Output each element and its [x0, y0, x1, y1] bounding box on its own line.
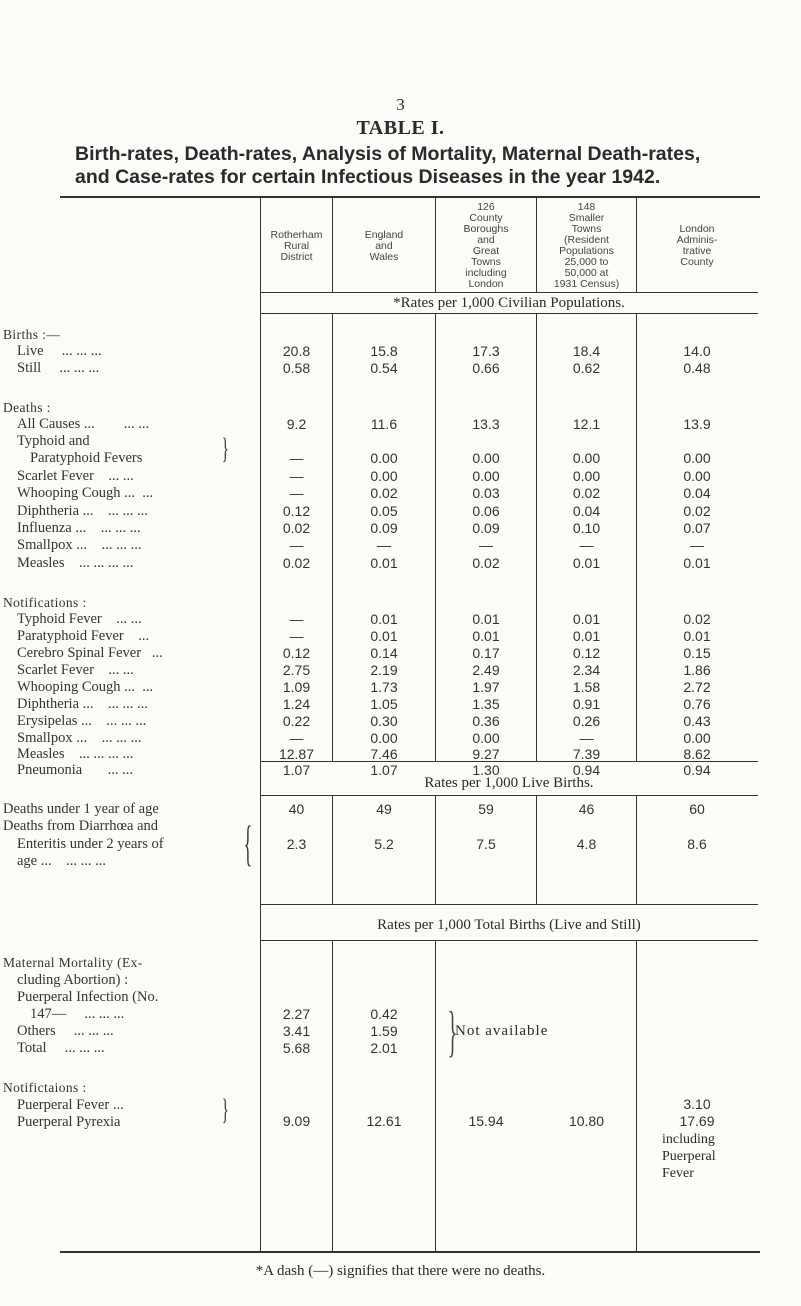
cell-whooping-d-0: — — [289, 485, 304, 501]
cell-measles-n-3: 7.39 — [572, 746, 601, 762]
maternal-puerp-england: 0.42 — [370, 1006, 398, 1022]
cell-whooping-n-0: 1.09 — [282, 679, 311, 695]
cell-diphtheria-n-1: 1.05 — [370, 696, 398, 712]
cell-still-0: 0.58 — [282, 360, 311, 376]
maternal-total-england: 2.01 — [370, 1040, 398, 1056]
london-note: including Puerperal Fever — [662, 1132, 716, 1181]
header-bottom-rule — [260, 292, 758, 293]
label-all-causes: All Causes ... ... ... — [17, 416, 150, 432]
cell-typh-para-0: — — [289, 450, 304, 466]
cell-measles-d-2: 0.02 — [472, 555, 500, 571]
cell-live-2: 17.3 — [472, 343, 500, 359]
label-deaths-under-1: Deaths under 1 year of age — [3, 801, 159, 817]
cell-still-1: 0.54 — [370, 360, 398, 376]
cell-erysipelas-n-2: 0.36 — [472, 713, 500, 729]
maternal-others-england: 1.59 — [370, 1023, 398, 1039]
cell-erysipelas-n-4: 0.43 — [683, 713, 711, 729]
cell-erysipelas-n-3: 0.26 — [572, 713, 601, 729]
cell-typh-para-3: 0.00 — [572, 450, 601, 466]
label-scarlet-fever-n: Scarlet Fever ... ... — [17, 662, 134, 678]
label-measles-d: Measles ... ... ... ... — [17, 555, 134, 571]
cell-pneumonia-n-0: 1.07 — [282, 762, 311, 778]
label-total: Total ... ... ... — [17, 1040, 105, 1056]
section-notifications: Notifications : — [3, 595, 87, 610]
table-subtitle-line2: and Case-rates for certain Infectious Diseases in the year 1942. — [75, 166, 661, 188]
cell-live-1: 15.8 — [370, 343, 398, 359]
cell-smallpox-n-2: 0.00 — [472, 730, 500, 746]
cell-scarlet-d-1: 0.00 — [370, 468, 398, 484]
total-births-rule — [260, 940, 758, 941]
cell-whooping-d-2: 0.03 — [472, 485, 500, 501]
cell-typh-para-1: 0.00 — [370, 450, 398, 466]
cell-erysipelas-n-0: 0.22 — [282, 713, 311, 729]
label-measles-n: Measles ... ... ... ... — [17, 746, 134, 762]
cell-diphtheria-n-4: 0.76 — [683, 696, 711, 712]
col-heading-smaller-towns: 148 Smaller Towns (Resident Populations 25,000 to 50,000 at 1931 Census) — [553, 201, 620, 290]
cell-measles-d-1: 0.01 — [370, 555, 398, 571]
puerperal-london-pyrexia: 17.69 — [679, 1113, 715, 1129]
page-number: 3 — [396, 95, 405, 114]
cell-diarrhoea-0: 2.3 — [286, 836, 307, 852]
table-subtitle-line1: Birth-rates, Death-rates, Analysis of Mortality, Maternal Death-rates, — [75, 143, 701, 165]
cell-diarrhoea-2: 7.5 — [476, 836, 496, 852]
puerperal-county-boroughs: 15.94 — [468, 1113, 504, 1129]
cell-cerebro-n-3: 0.12 — [572, 645, 601, 661]
section-deaths: Deaths : — [3, 400, 51, 415]
label-live: Live ... ... ... — [17, 343, 102, 359]
section-maternal-1: Maternal Mortality (Ex- — [3, 955, 143, 970]
footnote: *A dash (—) signifies that there were no deaths. — [255, 1263, 546, 1279]
not-available-note: Not available — [455, 1023, 549, 1039]
cell-measles-n-0: 12.87 — [278, 746, 315, 762]
cell-scarlet-n-2: 2.49 — [472, 662, 500, 678]
cell-erysipelas-n-1: 0.30 — [370, 713, 398, 729]
cell-diphtheria-d-1: 0.05 — [370, 503, 398, 519]
cell-smallpox-d-2: — — [479, 537, 493, 553]
label-diarrhoea-1: Deaths from Diarrhœa and — [3, 818, 159, 834]
cell-under1-2: 59 — [478, 801, 494, 817]
cell-scarlet-n-1: 2.19 — [370, 662, 398, 678]
label-still: Still ... ... ... — [17, 360, 100, 376]
cell-whooping-n-3: 1.58 — [572, 679, 601, 695]
cell-live-0: 20.8 — [282, 343, 311, 359]
cell-typhoid-n-1: 0.01 — [370, 611, 398, 627]
cell-smallpox-d-0: — — [289, 537, 304, 553]
cell-pneumonia-n-2: 1.30 — [472, 762, 500, 778]
brace-typhoid: } — [221, 432, 229, 465]
cell-smallpox-n-1: 0.00 — [370, 730, 398, 746]
label-smallpox-n: Smallpox ... ... ... ... — [17, 730, 142, 746]
cell-typh-para-2: 0.00 — [472, 450, 500, 466]
cell-diphtheria-n-3: 0.91 — [572, 696, 601, 712]
cell-diphtheria-d-2: 0.06 — [472, 503, 500, 519]
cell-influenza-d-4: 0.07 — [683, 520, 711, 536]
cell-whooping-d-4: 0.04 — [683, 485, 711, 501]
label-cerebro-n: Cerebro Spinal Fever ... — [17, 645, 163, 661]
label-pneumonia-n: Pneumonia ... ... — [17, 762, 133, 778]
col-divider-1d — [332, 940, 333, 1251]
puerperal-rotherham: 9.09 — [282, 1113, 311, 1129]
label-puerperal-infection-1: Puerperal Infection (No. — [17, 989, 159, 1005]
cell-cerebro-n-1: 0.14 — [370, 645, 398, 661]
col-heading-london: London Adminis- trative County — [676, 223, 718, 268]
maternal-puerp-rotherham: 2.27 — [282, 1006, 311, 1022]
label-puerperal-fever: Puerperal Fever ... — [17, 1097, 124, 1113]
cell-measles-n-4: 8.62 — [683, 746, 711, 762]
cell-live-4: 14.0 — [683, 343, 711, 359]
cell-scarlet-d-0: — — [289, 468, 304, 484]
cell-scarlet-n-3: 2.34 — [572, 662, 601, 678]
cell-scarlet-n-0: 2.75 — [282, 662, 311, 678]
cell-all-causes-1: 11.6 — [370, 416, 398, 432]
cell-influenza-d-0: 0.02 — [282, 520, 311, 536]
label-influenza-d: Influenza ... ... ... ... — [17, 520, 141, 536]
col-divider-2d — [435, 940, 436, 1251]
cell-under1-4: 60 — [689, 801, 705, 817]
cell-paratyphoid-n-1: 0.01 — [370, 628, 398, 644]
cell-all-causes-4: 13.9 — [683, 416, 711, 432]
label-paratyphoid-fever-n: Paratyphoid Fever ... — [17, 628, 150, 644]
cell-whooping-n-4: 2.72 — [683, 679, 711, 695]
cell-diphtheria-d-4: 0.02 — [683, 503, 711, 519]
cell-smallpox-d-4: — — [690, 537, 704, 553]
cell-pneumonia-n-3: 0.94 — [572, 762, 601, 778]
cell-measles-d-3: 0.01 — [572, 555, 601, 571]
section-births: Births :— — [3, 327, 61, 342]
cell-still-4: 0.48 — [683, 360, 711, 376]
cell-whooping-n-1: 1.73 — [370, 679, 398, 695]
maternal-others-rotherham: 3.41 — [282, 1023, 311, 1039]
label-maternal-2: cluding Abortion) : — [17, 972, 129, 988]
label-diarrhoea-2: Enteritis under 2 years of — [17, 836, 164, 852]
cell-all-causes-3: 12.1 — [572, 416, 601, 432]
live-births-rule — [260, 795, 758, 796]
cell-measles-d-4: 0.01 — [683, 555, 711, 571]
col-heading-rotherham: Rotherham Rural District — [270, 228, 323, 263]
col-heading-england-wales: England and Wales — [364, 228, 404, 263]
label-puerperal-infection-2: 147— ... ... ... — [30, 1006, 125, 1022]
cell-whooping-d-1: 0.02 — [370, 485, 398, 501]
brace-diarrhoea: { — [243, 815, 253, 871]
unit-live-births: Rates per 1,000 Live Births. — [424, 775, 594, 791]
cell-typhoid-n-2: 0.01 — [472, 611, 500, 627]
cell-diarrhoea-3: 4.8 — [576, 836, 597, 852]
cell-still-2: 0.66 — [472, 360, 500, 376]
cell-cerebro-n-0: 0.12 — [282, 645, 311, 661]
puerperal-smaller-towns: 10.80 — [568, 1113, 605, 1129]
cell-smallpox-d-1: — — [377, 537, 391, 553]
bottom-rule — [60, 1251, 760, 1253]
brace-puerperal: } — [221, 1093, 229, 1126]
cell-influenza-d-3: 0.10 — [572, 520, 601, 536]
cell-typh-para-4: 0.00 — [683, 450, 711, 466]
top-rule — [60, 196, 760, 198]
cell-diphtheria-d-0: 0.12 — [282, 503, 311, 519]
cell-all-causes-0: 9.2 — [286, 416, 307, 432]
cell-paratyphoid-n-3: 0.01 — [572, 628, 601, 644]
cell-typhoid-n-4: 0.02 — [683, 611, 711, 627]
table-title: TABLE I. — [356, 117, 445, 139]
cell-measles-d-0: 0.02 — [282, 555, 311, 571]
maternal-total-rotherham: 5.68 — [282, 1040, 311, 1056]
label-paratyphoid-fevers: Paratyphoid Fevers — [30, 450, 143, 466]
label-diphtheria-n: Diphtheria ... ... ... ... — [17, 696, 148, 712]
cell-cerebro-n-4: 0.15 — [683, 645, 711, 661]
puerperal-england: 12.61 — [366, 1113, 402, 1129]
puerperal-london-fever: 3.10 — [683, 1096, 711, 1112]
cell-paratyphoid-n-4: 0.01 — [683, 628, 711, 644]
label-whooping-d: Whooping Cough ... ... — [17, 485, 154, 501]
label-erysipelas-n: Erysipelas ... ... ... ... — [17, 713, 147, 729]
cell-influenza-d-2: 0.09 — [472, 520, 500, 536]
label-others: Others ... ... ... — [17, 1023, 114, 1039]
cell-measles-n-2: 9.27 — [472, 746, 500, 762]
cell-typhoid-n-3: 0.01 — [572, 611, 601, 627]
cell-cerebro-n-2: 0.17 — [472, 645, 500, 661]
label-diarrhoea-3: age ... ... ... ... — [17, 853, 106, 869]
label-diphtheria-d: Diphtheria ... ... ... ... — [17, 503, 148, 519]
cell-under1-1: 49 — [376, 801, 392, 817]
label-smallpox-d: Smallpox ... ... ... ... — [17, 537, 142, 553]
cell-under1-0: 40 — [288, 801, 305, 817]
cell-pneumonia-n-1: 1.07 — [370, 762, 398, 778]
cell-still-3: 0.62 — [572, 360, 601, 376]
unit-total-births: Rates per 1,000 Total Births (Live and Still) — [377, 917, 641, 933]
cell-diphtheria-d-3: 0.04 — [572, 503, 601, 519]
cell-scarlet-n-4: 1.86 — [683, 662, 711, 678]
total-births-rule-top — [260, 904, 758, 905]
section-notifictaions: Notifictaions : — [3, 1080, 87, 1095]
civilian-unit-rule — [260, 313, 758, 314]
cell-typhoid-n-0: — — [289, 611, 304, 627]
label-typhoid-and: Typhoid and — [17, 433, 90, 449]
cell-measles-n-1: 7.46 — [370, 746, 398, 762]
cell-scarlet-d-3: 0.00 — [572, 468, 601, 484]
cell-scarlet-d-4: 0.00 — [683, 468, 711, 484]
brace-not-available: } — [447, 1001, 458, 1063]
cell-whooping-d-3: 0.02 — [572, 485, 601, 501]
cell-scarlet-d-2: 0.00 — [472, 468, 500, 484]
cell-live-3: 18.4 — [572, 343, 601, 359]
unit-civilian: *Rates per 1,000 Civilian Populations. — [393, 295, 625, 311]
cell-diarrhoea-1: 5.2 — [374, 836, 394, 852]
label-typhoid-fever-n: Typhoid Fever ... ... — [17, 611, 142, 627]
cell-smallpox-n-3: — — [579, 730, 594, 746]
cell-paratyphoid-n-0: — — [289, 628, 304, 644]
cell-paratyphoid-n-2: 0.01 — [472, 628, 500, 644]
col-heading-county-boroughs: 126 County Boroughs and Great Towns including London — [463, 201, 509, 290]
cell-diphtheria-n-0: 1.24 — [282, 696, 311, 712]
label-puerperal-pyrexia: Puerperal Pyrexia — [17, 1114, 121, 1130]
label-scarlet-fever-d: Scarlet Fever ... ... — [17, 468, 134, 484]
cell-smallpox-n-0: — — [289, 730, 304, 746]
cell-whooping-n-2: 1.97 — [472, 679, 500, 695]
cell-pneumonia-n-4: 0.94 — [683, 762, 711, 778]
cell-all-causes-2: 13.3 — [472, 416, 500, 432]
cell-diarrhoea-4: 8.6 — [687, 836, 707, 852]
cell-under1-3: 46 — [578, 801, 595, 817]
cell-smallpox-n-4: 0.00 — [683, 730, 711, 746]
cell-diphtheria-n-2: 1.35 — [472, 696, 500, 712]
label-whooping-n: Whooping Cough ... ... — [17, 679, 154, 695]
cell-smallpox-d-3: — — [579, 537, 594, 553]
cell-influenza-d-1: 0.09 — [370, 520, 398, 536]
